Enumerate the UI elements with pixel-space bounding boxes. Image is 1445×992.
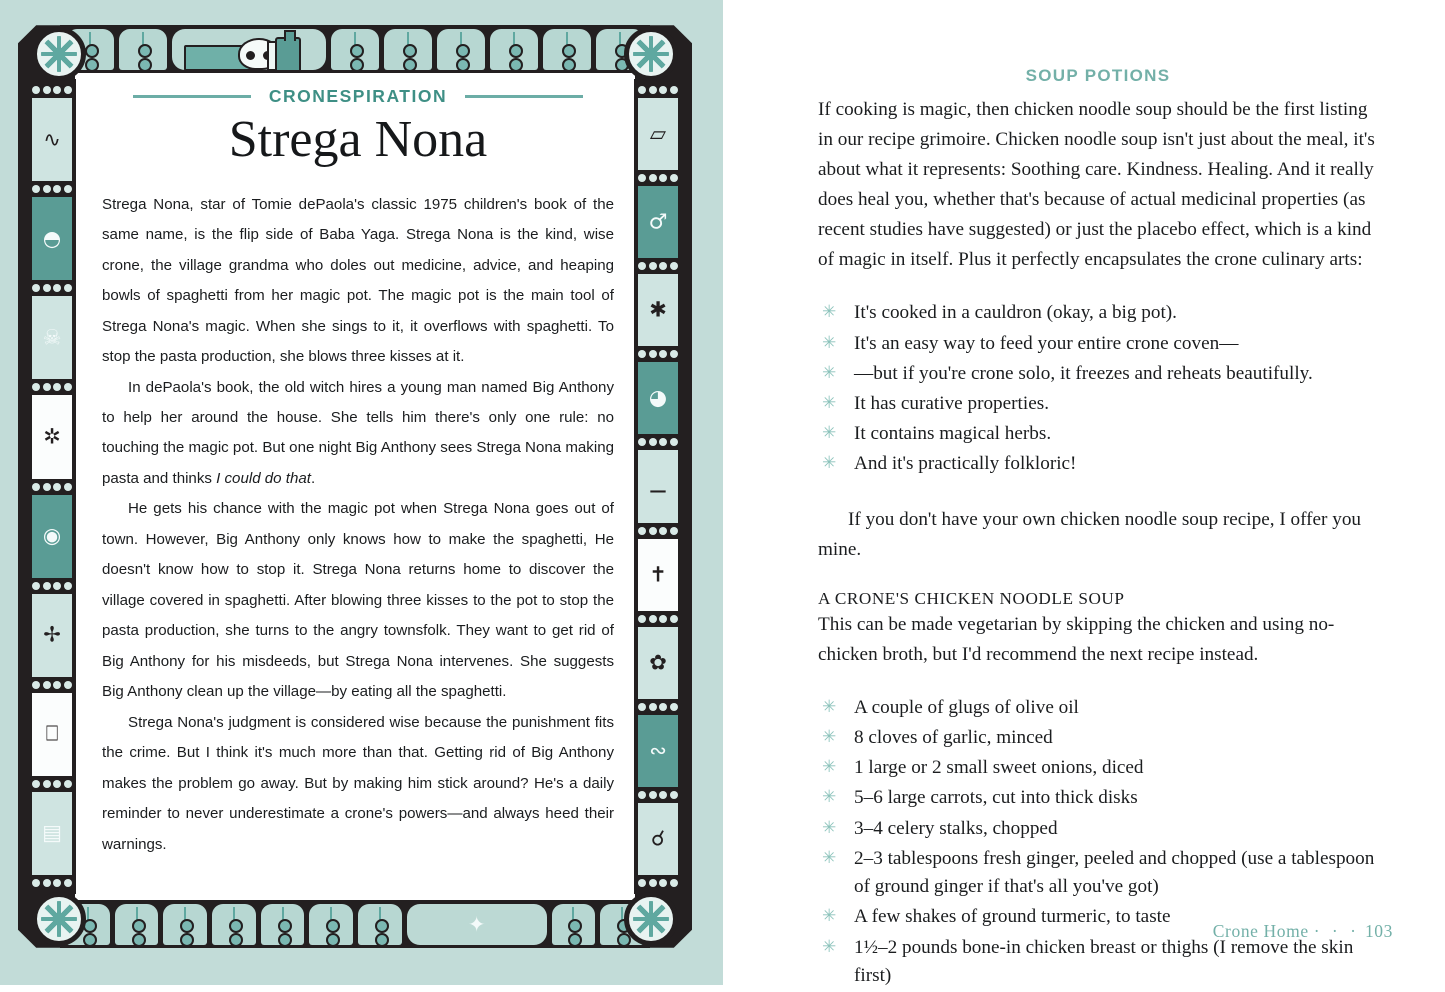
dot-separator — [634, 170, 682, 186]
asterisk-bullet-icon: ✳ — [822, 906, 837, 927]
list-item-label: 8 cloves of garlic, minced — [854, 727, 1053, 748]
flower-medallion-icon — [32, 892, 86, 946]
right-page — [723, 0, 1445, 985]
list-item — [818, 724, 1378, 752]
left-page — [0, 0, 723, 985]
border-tile-bottle — [32, 693, 72, 776]
folio-dots: · · · — [1313, 921, 1360, 941]
dot-separator — [28, 82, 76, 98]
paragraph — [102, 373, 614, 495]
list-item-label: It's cooked in a cauldron (okay, a big pot). — [854, 302, 1177, 324]
page-number: 103 — [1364, 921, 1393, 941]
arch-motif — [163, 904, 207, 945]
flower-medallion-icon — [624, 27, 678, 81]
dot-separator — [634, 258, 682, 274]
spacer — [818, 565, 1378, 589]
dot-separator — [634, 434, 682, 450]
dot-separator — [634, 875, 682, 891]
border-tile-goblet — [32, 296, 72, 379]
candles-icon: ▱ — [649, 121, 667, 146]
border-tile-gourd — [32, 395, 72, 478]
list-item — [818, 450, 1378, 478]
gourd-icon: ✲ — [43, 424, 61, 449]
asterisk-bullet-icon: ✳ — [822, 362, 837, 383]
serpent-icon: ✦ — [467, 912, 486, 936]
border-tile-figure — [638, 186, 678, 258]
paragraph-tail: . — [310, 469, 316, 487]
rule-left — [133, 95, 251, 98]
list-item-label: 3–4 celery stalks, chopped — [854, 817, 1058, 839]
border-tile-bone — [638, 450, 678, 522]
spacer — [818, 481, 1378, 505]
arch-motif — [490, 29, 538, 70]
asterisk-bullet-icon: ✳ — [822, 727, 837, 747]
spool-icon: ◉ — [42, 523, 62, 548]
arch-motif — [543, 29, 591, 70]
matches-icon: ✱ — [649, 297, 667, 322]
list-item-label: 5–6 large carrots, cut into thick disks — [854, 787, 1138, 809]
list-item-label: 2–3 tablespoons fresh ginger, peeled and chopped (use a tablespoon of ground ginger if that's all you've got) — [854, 847, 1375, 898]
asterisk-bullet-icon: ✳ — [822, 757, 837, 778]
border-tile-lizard — [638, 803, 678, 875]
goblet-icon: ☠ — [42, 325, 62, 350]
border-tile-jar — [32, 792, 72, 875]
ingredients-list — [818, 694, 1378, 990]
list-item-label: And it's practically folkloric! — [854, 453, 1077, 475]
intro-paragraph: If cooking is magic, then chicken noodle soup should be the first listing in our recipe grimoire. Chicken noodle soup isn't just about the meal, it's about what it represents: Soothing care. Kindness. Healing. And it really does heal you, whether that's because of actual medicinal properties (as recent studies have suggested) or just the placebo effect, which is a kind of magic in itself. Plus it perfectly encapsulates the crone culinary arts: — [818, 99, 1375, 271]
dot-separator — [634, 611, 682, 627]
asterisk-bullet-icon: ✳ — [822, 423, 837, 444]
asterisk-bullet-icon: ✳ — [822, 392, 837, 413]
recipe-note: This can be made vegetarian by skipping the chicken and using no-chicken broth, but I'd recommend the next recipe instead. — [818, 613, 1335, 665]
left-border-column — [28, 79, 76, 894]
list-item-label: A few shakes of ground turmeric, to taste — [854, 906, 1171, 928]
list-item — [818, 390, 1378, 418]
list-item — [818, 420, 1378, 448]
reasons-list — [818, 299, 1378, 478]
list-item-label: It's an easy way to feed your entire crone coven— — [854, 332, 1239, 354]
dot-separator — [634, 699, 682, 715]
bottom-border-band — [60, 900, 650, 948]
paragraph: Strega Nona's judgment is considered wise because the punishment fits the crime. But I think it's much more than that. Getting rid of Big Anthony makes the problem go away. But by making him stick around? He's a daily reminder to never underestimate a crone's powers—and always heed their warnings. — [102, 713, 614, 853]
list-item — [818, 754, 1378, 782]
list-item-label: It contains magical herbs. — [854, 423, 1052, 445]
bottom-arch-row — [66, 904, 644, 945]
lizard-icon: ☌ — [650, 826, 666, 851]
arch-motif — [437, 29, 485, 70]
dot-separator — [634, 346, 682, 362]
offer-paragraph: If you don't have your own chicken noodle soup recipe, I offer you mine. — [818, 508, 1362, 560]
italic-phrase: I could do that — [216, 469, 311, 487]
arch-motif — [309, 904, 353, 945]
list-item — [818, 330, 1378, 358]
list-item — [818, 815, 1378, 843]
border-tile-snake-coil — [638, 715, 678, 787]
arch-motif — [331, 29, 379, 70]
left-body-text — [102, 190, 614, 861]
list-item-label: 1½–2 pounds bone-in chicken breast or thighs (I remove the skin first) — [854, 936, 1354, 986]
border-tile-snake — [32, 98, 72, 181]
page-title: Strega Nona — [228, 111, 488, 168]
border-tile-spool — [32, 495, 72, 578]
dot-separator — [28, 776, 76, 792]
asterisk-bullet-icon: ✳ — [822, 817, 837, 838]
arch-motif — [358, 904, 402, 945]
right-page-content — [818, 66, 1378, 992]
right-border-column — [634, 79, 682, 894]
serpent-scene-panel — [407, 904, 547, 945]
spacer — [818, 275, 1378, 299]
snake-coil-icon: ∾ — [649, 738, 667, 763]
skull-scene-panel — [172, 29, 326, 70]
border-tile-broom — [32, 594, 72, 677]
dot-separator — [28, 875, 76, 891]
top-border-band — [60, 25, 650, 73]
paragraph-text: In dePaola's book, the old witch hires a young man named Big Anthony to help her around the house. She tells him there's only one rule: no touching the magic pot. But one night Big Anthony sees Strega Nona making pasta and thinks — [102, 378, 614, 487]
section-heading: SOUP POTIONS — [1025, 66, 1171, 85]
border-tile-mortar — [638, 362, 678, 434]
arch-motif — [552, 904, 596, 945]
border-tile-knife — [638, 539, 678, 611]
shell-icon: ✿ — [649, 650, 667, 675]
list-item-label: A couple of glugs of olive oil — [854, 696, 1079, 718]
dot-separator — [634, 787, 682, 803]
list-item — [818, 784, 1378, 812]
top-arch-row — [66, 29, 644, 70]
asterisk-bullet-icon: ✳ — [822, 696, 837, 717]
paragraph: He gets his chance with the magic pot when Strega Nona goes out of town. However, Big Anthony only knows how to make the spaghetti, He doesn't know how to stop it. Strega Nona returns home to discover the village covered in spaghetti. After blowing three kisses to the pot to stop the pasta production, she turns to the angry townsfolk. They want to get rid of Big Anthony for his misdeeds, but Strega Nona intervenes. She suggests Big Anthony clean up the village—by eating all the spaghetti. — [102, 500, 614, 701]
list-item — [818, 845, 1378, 901]
border-tile-candles — [638, 98, 678, 170]
arch-motif — [384, 29, 432, 70]
rule-right — [465, 95, 583, 98]
asterisk-bullet-icon: ✳ — [822, 787, 837, 808]
border-tile-matches — [638, 274, 678, 346]
spacer — [818, 670, 1378, 694]
running-head: Crone Home — [1212, 921, 1309, 941]
asterisk-bullet-icon: ✳ — [822, 332, 837, 353]
list-item-label: It has curative properties. — [854, 392, 1049, 414]
arch-motif — [261, 904, 305, 945]
broom-icon: ✢ — [43, 622, 61, 647]
list-item — [818, 694, 1378, 722]
list-item-label: 1 large or 2 small sweet onions, diced — [854, 757, 1144, 779]
asterisk-bullet-icon: ✳ — [822, 453, 837, 474]
dot-separator — [28, 578, 76, 594]
paragraph: Strega Nona, star of Tomie dePaola's classic 1975 children's book of the same name, is the flip side of Baba Yaga. Strega Nona is the kind, wise crone, the village grandma who doles out medicine, advice, and heaping bowls of spaghetti from her magic pot. The magic pot is the main tool of Strega Nona's magic. When she sings to it, it overflows with spaghetti. To stop the pasta production, she blows three kisses at it. — [102, 195, 614, 366]
dot-separator — [28, 677, 76, 693]
bowl-icon: ◓ — [42, 226, 62, 251]
arch-motif — [212, 904, 256, 945]
knife-icon: ✝ — [649, 562, 667, 587]
bottle-icon — [275, 37, 301, 70]
dot-separator — [28, 280, 76, 296]
asterisk-bullet-icon: ✳ — [822, 302, 837, 323]
list-item — [818, 360, 1378, 388]
asterisk-bullet-icon: ✳ — [822, 847, 837, 868]
dot-separator — [28, 479, 76, 495]
kicker-label: CRONESPIRATION — [268, 86, 448, 106]
border-tile-shell — [638, 627, 678, 699]
dot-separator — [28, 181, 76, 197]
jar-icon: ▤ — [42, 820, 62, 845]
figure-icon: ♂ — [648, 209, 668, 234]
folio — [1213, 921, 1393, 942]
recipe-title: A CRONE'S CHICKEN NOODLE SOUP — [818, 588, 1125, 608]
dot-separator — [634, 523, 682, 539]
list-item-label: —but if you're crone solo, it freezes and reheats beautifully. — [854, 362, 1313, 384]
left-page-content — [102, 86, 614, 860]
dot-separator — [634, 82, 682, 98]
mortar-pestle-icon: ◕ — [648, 385, 668, 410]
border-tile-bowl — [32, 197, 72, 280]
bottle-icon: ⎕ — [45, 721, 59, 746]
snake-icon: ∿ — [43, 127, 61, 152]
flower-medallion-icon — [32, 27, 86, 81]
arch-motif — [119, 29, 167, 70]
arch-motif — [115, 904, 159, 945]
flower-medallion-icon — [624, 892, 678, 946]
bone-icon: ⚊ — [648, 473, 668, 498]
list-item — [818, 299, 1378, 327]
dot-separator — [28, 379, 76, 395]
kicker-row — [102, 86, 614, 107]
asterisk-bullet-icon: ✳ — [822, 936, 837, 957]
